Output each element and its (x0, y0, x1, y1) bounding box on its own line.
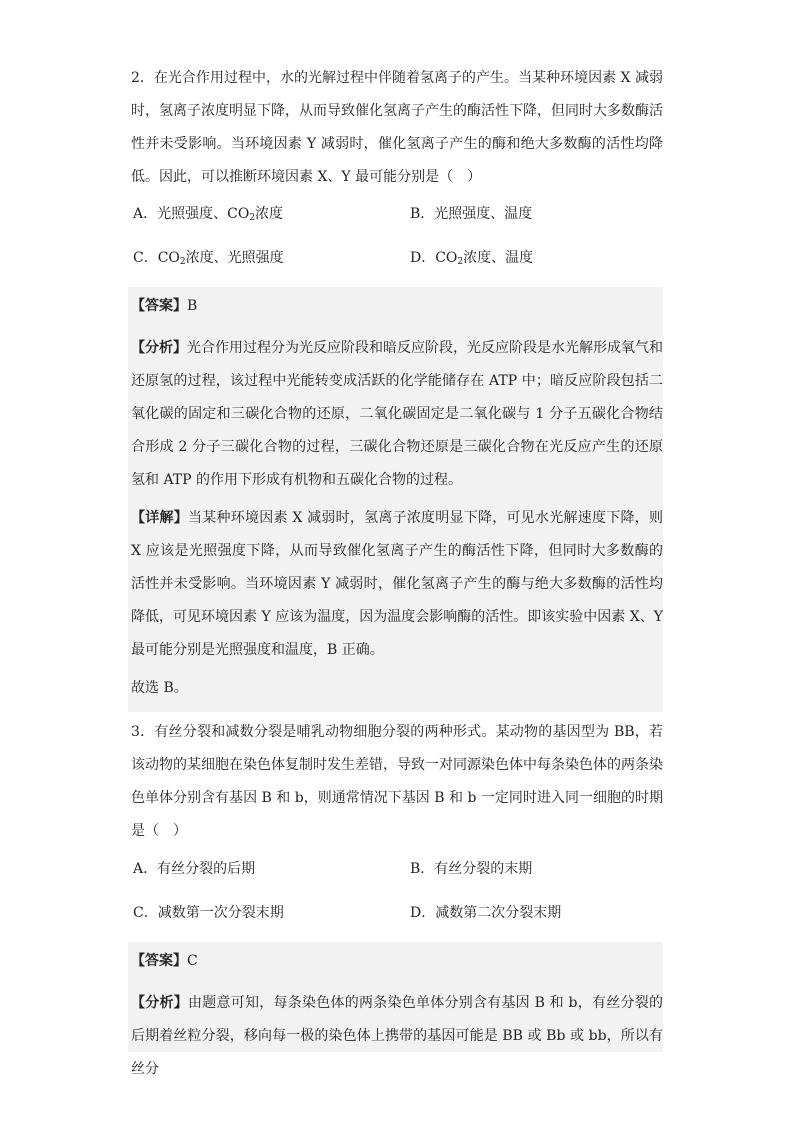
q2-option-a-pre: A．光照强度、CO (133, 206, 250, 222)
q2-analysis-label: 【分析】 (131, 340, 187, 356)
q2-detail-text: 当某种环境因素 X 减弱时，氢离子浓度明显下降，可见水光解速度下降，则 X 应该是光照强度下降，从而导致催化氢离子产生的酶活性下降，但同时大多数酶的活性并未受影响。当环境因素 Y 减弱时，催化氢离子产生的酶与绝大多数酶的活性均降低，可见环境因素 Y 应该为温度，因为温度会影响酶的活性。即该实验中因素 X、Y 最可能分别是光照强度和温度，B 正确。 (131, 510, 664, 658)
q2-conclusion: 故选 B。 (131, 680, 188, 696)
q3-analysis-label: 【分析】 (131, 995, 188, 1011)
q2-option-a[interactable] (133, 204, 283, 224)
q2-option-c-sub: 2 (179, 257, 186, 267)
q3-analysis-text: 由题意可知，每条染色体的两条染色单体分别含有基因 B 和 b，有丝分裂的后期着丝粒分裂，移向每一极的染色体上携带的基因可能是 BB 或 Bb 或 bb，所以有丝分 (131, 995, 664, 1077)
q2-option-d-pre: D．CO (410, 250, 458, 266)
q3-answer-label: 【答案】 (131, 953, 187, 969)
q3-option-b[interactable]: B．有丝分裂的末期 (410, 861, 533, 877)
q2-answer-value: B (187, 298, 198, 314)
q3-stem: 3．有丝分裂和减数分裂是哺乳动物细胞分裂的两种形式。某动物的基因型为 BB，若该动物的某细胞在染色体复制时发生差错，导致一对同源染色体中每条染色体的两条染色单体分别含有基因 B 和 b，则通常情况下基因 B 和 b 一定同时进入同一细胞的时期是（ ） (131, 724, 663, 839)
q3-analysis (131, 987, 663, 1086)
q2-option-d-post: 浓度、温度 (463, 250, 534, 266)
q3-answer-value: C (187, 953, 198, 969)
q2-answer-label: 【答案】 (131, 298, 187, 314)
q2-option-a-post: 浓度 (255, 206, 284, 222)
q3-answer (131, 945, 663, 978)
q2-option-b[interactable]: B．光照强度、温度 (410, 206, 533, 222)
q2-option-d[interactable] (410, 248, 533, 268)
q3-option-d[interactable]: D．减数第二次分裂末期 (410, 905, 562, 921)
q3-option-c[interactable]: C．减数第一次分裂末期 (133, 905, 284, 921)
q2-detail-label: 【详解】 (131, 510, 188, 526)
q2-option-d-sub: 2 (457, 257, 464, 267)
q2-analysis (131, 332, 663, 497)
q2-stem: 2．在光合作用过程中，水的光解过程中伴随着氢离子的产生。当某种环境因素 X 减弱时，氢离子浓度明显下降，从而导致催化氢离子产生的酶活性下降，但同时大多数酶活性并未受影响。当环境因素 Y 减弱时，催化氢离子产生的酶和绝大多数酶的活性均降低。因此，可以推断环境因素 X、Y 最可能分别是（ ） (131, 70, 663, 185)
q2-option-a-sub: 2 (249, 213, 256, 223)
q2-option-c-pre: C．CO (133, 250, 180, 266)
q3-option-a[interactable]: A．有丝分裂的后期 (133, 861, 256, 877)
q2-option-c-post: 浓度、光照强度 (185, 250, 284, 266)
q2-answer (131, 290, 663, 323)
q2-analysis-text: 光合作用过程分为光反应阶段和暗反应阶段，光反应阶段是水光解形成氧气和还原氢的过程，该过程中光能转变成活跃的化学能储存在 ATP 中；暗反应阶段包括二氧化碳的固定和三碳化合物的还原，二氧化碳固定是二氧化碳与 1 分子五碳化合物结合形成 2 分子三碳化合物的过程，三碳化合物还原是三碳化合物在光反应产生的还原氢和 ATP 的作用下形成有机物和五碳化合物的过程。 (131, 340, 663, 488)
q2-option-c[interactable] (133, 248, 284, 268)
q2-detail (131, 502, 663, 667)
